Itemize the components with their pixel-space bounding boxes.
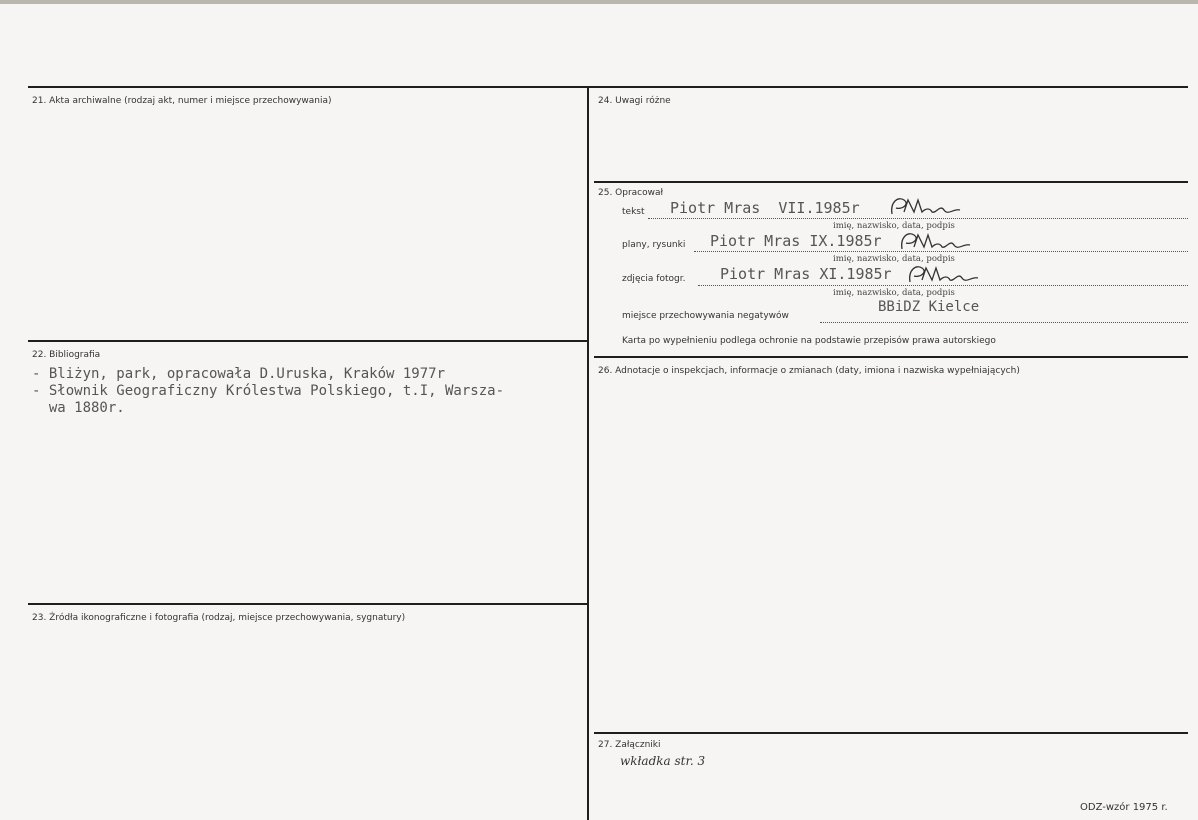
rule-22 [28, 340, 587, 342]
copyright-note: Karta po wypełnieniu podlega ochronie na podstawie przepisów prawa autorskiego [622, 336, 996, 346]
row-plans-label: plany, rysunki [622, 240, 686, 250]
form-id: ODZ-wzór 1975 r. [1080, 802, 1168, 813]
bibliography-entry-1: - Bliżyn, park, opracowała D.Uruska, Kraków 1977r [32, 366, 446, 382]
rule-25 [594, 181, 1188, 183]
section-27-label: 27. Załączniki [598, 740, 661, 750]
row-photos-caption: imię, nazwisko, data, podpis [833, 288, 955, 298]
bibliography-entry-3: wa 1880r. [32, 400, 125, 416]
negatives-label: miejsce przechowywania negatywów [622, 311, 789, 321]
section-24-label: 24. Uwagi różne [598, 96, 671, 106]
row-photos-label: zdjęcia fotogr. [622, 274, 686, 284]
row-text-label: tekst [622, 207, 645, 217]
row-photos-value: Piotr Mras XI.1985r [720, 265, 892, 283]
row-text-caption: imię, nazwisko, data, podpis [833, 221, 955, 231]
center-divider [587, 86, 589, 820]
row-text-value: Piotr Mras VII.1985r [670, 199, 860, 217]
top-edge [0, 0, 1198, 4]
attachments-handwritten: wkładka str. 3 [620, 754, 706, 768]
bibliography-entry-2: - Słownik Geograficzny Królestwa Polskiego, t.I, Warsza- [32, 383, 505, 399]
row-plans-value: Piotr Mras IX.1985r [710, 232, 882, 250]
negatives-value: BBiDZ Kielce [878, 299, 980, 315]
signature-3 [906, 262, 982, 288]
rule-26 [594, 356, 1188, 358]
rule-23 [28, 603, 587, 605]
section-22-label: 22. Bibliografia [32, 350, 101, 360]
section-25-label: 25. Opracował [598, 188, 664, 198]
rule-27 [594, 732, 1188, 734]
section-23-label: 23. Źródła ikonograficzne i fotografia (rodzaj, miejsce przechowywania, sygnatury) [32, 613, 406, 623]
signature-1 [888, 194, 964, 220]
row-plans-caption: imię, nazwisko, data, podpis [833, 254, 955, 264]
negatives-line [820, 322, 1188, 323]
section-26-label: 26. Adnotacje o inspekcjach, informacje o zmianach (daty, imiona i nazwiska wypełniających) [598, 366, 1020, 376]
section-21-label: 21. Akta archiwalne (rodzaj akt, numer i miejsce przechowywania) [32, 96, 332, 106]
signature-2 [898, 229, 974, 255]
top-rule [28, 86, 1188, 88]
